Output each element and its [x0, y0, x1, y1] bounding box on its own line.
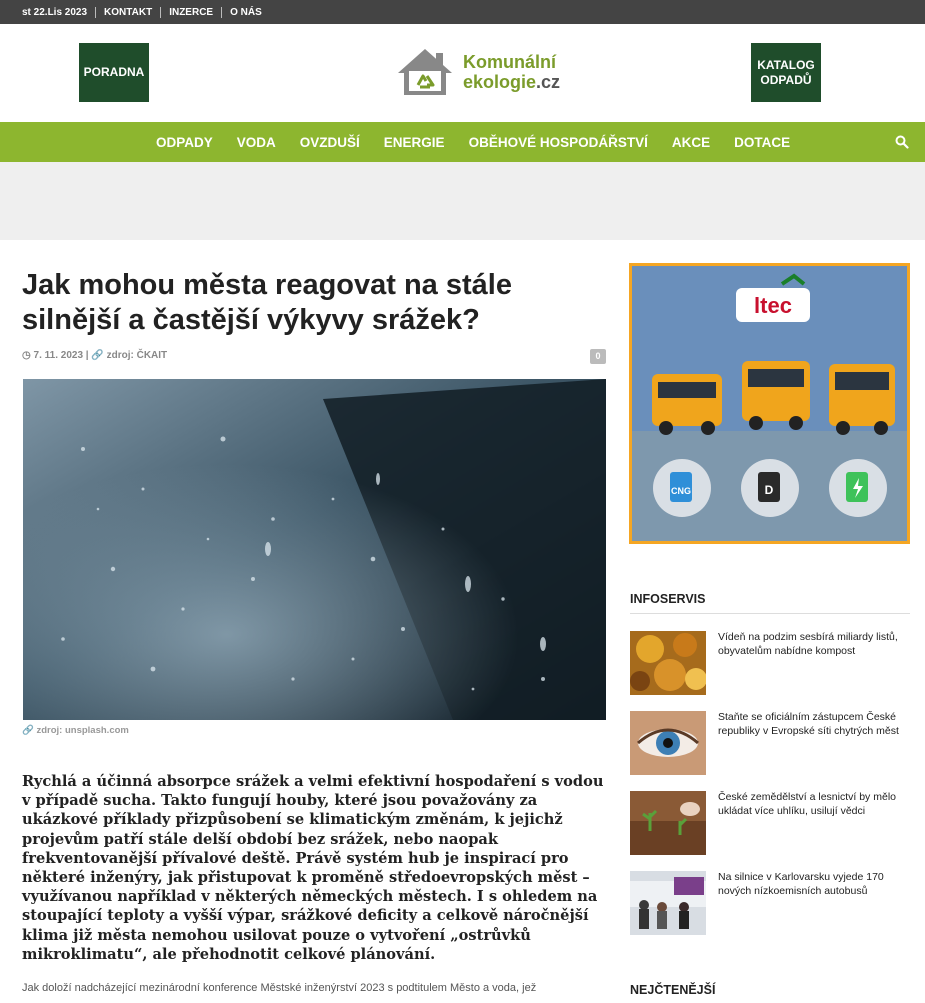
- logo-text: [463, 52, 560, 92]
- thumbnail-soil-plants: [630, 791, 706, 855]
- sidebar-ad-banner[interactable]: [629, 263, 910, 544]
- link-kontakt[interactable]: KONTAKT: [95, 7, 160, 18]
- cng-label: CNG: [671, 486, 691, 496]
- poradna-button[interactable]: [79, 43, 149, 102]
- logo-line2: ekologie: [463, 72, 537, 92]
- site-logo[interactable]: [396, 44, 596, 100]
- image-caption: [22, 725, 129, 736]
- diesel-label: D: [764, 483, 774, 497]
- poradna-label: PORADNA: [83, 65, 145, 79]
- site-header: [0, 24, 925, 122]
- infoservis-heading: INFOSERVIS: [630, 592, 706, 606]
- article-source: zdroj: ČKAIT: [106, 350, 168, 361]
- katalog-label-line2: ODPADŮ: [760, 72, 812, 87]
- main-navigation: [0, 122, 925, 162]
- katalog-odpadu-button[interactable]: [751, 43, 821, 102]
- article-hero-image: [23, 379, 606, 720]
- nav-item-voda[interactable]: VODA: [236, 134, 276, 150]
- list-item[interactable]: [630, 711, 910, 775]
- house-recycle-icon: [396, 47, 454, 97]
- infoservis-title[interactable]: České zemědělství a lesnictví by mělo ukládat více uhlíku, usilují vědci: [718, 791, 896, 817]
- svg-text:ltec: ltec: [754, 293, 792, 318]
- nav-item-energie[interactable]: ENERGIE: [383, 134, 445, 150]
- nav-item-odpady[interactable]: ODPADY: [156, 134, 213, 150]
- logo-line1: Komunální: [463, 52, 556, 72]
- nav-item-akce[interactable]: AKCE: [671, 134, 711, 150]
- link-inzerce[interactable]: INZERCE: [160, 7, 221, 18]
- nav-item-ovzdusi[interactable]: OVZDUŠÍ: [299, 134, 360, 150]
- most-read-heading: NEJČTENĚJŠÍ: [630, 983, 716, 997]
- fuel-icons: [653, 459, 887, 517]
- list-item[interactable]: [630, 631, 910, 695]
- logo-tld: .cz: [536, 72, 561, 92]
- infoservis-title[interactable]: Staňte se oficiálním zástupcem České republiky v Evropské síti chytrých měst: [718, 711, 899, 737]
- top-bar: [0, 0, 925, 24]
- thumbnail-eye: [630, 711, 706, 775]
- article-title: Jak mohou města reagovat na stále silnější a častější výkyvy srážek?: [22, 269, 512, 336]
- infoservis-title[interactable]: Na silnice v Karlovarsku vyjede 170 nových nízkoemisních autobusů: [718, 871, 884, 897]
- comment-count-badge[interactable]: 0: [590, 349, 606, 364]
- current-date: st 22.Lis 2023: [22, 6, 88, 18]
- article-lead: Rychlá a účinná absorpce srážek a velmi efektivní hospodaření s vodou v případě sucha. Takto fungují houby, které jsou považovány za ukázkové příklady přizpůsobení se klimatickým změnám, k jejichž projevům patří stále delší období bez srážek, nebo naopak frekventovanější přívalové deště. Právě systém hub je inspirací pro některé inženýry, jak přistupovat k proměně středoevropských měst – využívanou například v některých německých městech. I s ohledem na stoupající teploty a vyšší výpar, srážkové deficity a celkově náročnější klima již města nemohou usilovat pouze o vytvoření „ostrůvků mikroklimatu“, ale přehodnotit celkové plánování.: [22, 773, 604, 963]
- rain-photo: [23, 379, 606, 720]
- ltec-ad-image: [632, 266, 907, 541]
- banner-ad-placeholder: [0, 162, 925, 240]
- thumbnail-bus-people: [630, 871, 706, 935]
- link-o-nas[interactable]: O NÁS: [221, 7, 270, 18]
- article-body: Jak doloží nadcházející mezinárodní konference Městské inženýrství 2023 s podtitulem Město a voda, jež: [22, 982, 537, 994]
- nav-item-dotace[interactable]: DOTACE: [734, 134, 791, 150]
- list-item[interactable]: [630, 871, 910, 935]
- infoservis-title[interactable]: Vídeň na podzim sesbírá miliardy listů, obyvatelům nabídne kompost: [718, 631, 898, 657]
- katalog-label-line1: KATALOG: [757, 57, 815, 72]
- thumbnail-autumn-leaves: [630, 631, 706, 695]
- link-icon: 🔗: [91, 350, 104, 361]
- clock-icon: ◷: [22, 350, 31, 361]
- search-icon[interactable]: [895, 135, 909, 149]
- nav-item-obehove-hospodarstvi[interactable]: OBĚHOVÉ HOSPODÁŘSTVÍ: [468, 134, 648, 150]
- article-meta: [22, 350, 167, 361]
- divider: [630, 613, 910, 614]
- link-icon: 🔗: [22, 725, 34, 736]
- article-date: 7. 11. 2023: [33, 350, 84, 361]
- image-caption-text: zdroj: unsplash.com: [36, 725, 129, 736]
- list-item[interactable]: [630, 791, 910, 855]
- meta-separator: |: [85, 350, 92, 361]
